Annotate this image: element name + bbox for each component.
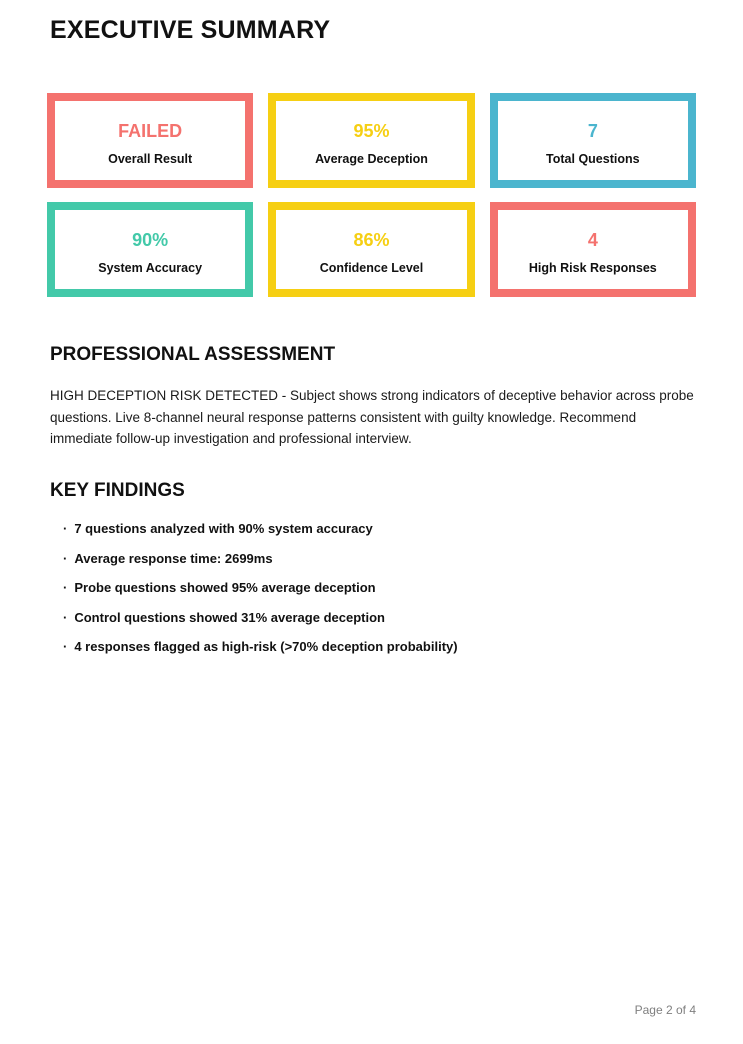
page-number: Page 2 of 4 [634, 1003, 696, 1017]
metric-label: High Risk Responses [528, 260, 657, 275]
bullet-icon: · [63, 639, 68, 654]
metric-value: 4 [587, 229, 598, 250]
metric-value: 86% [353, 229, 390, 250]
metric-value: 90% [132, 229, 169, 250]
finding-text: 7 questions analyzed with 90% system accuracy [74, 521, 373, 536]
finding-text: 4 responses flagged as high-risk (>70% deception probability) [74, 639, 458, 654]
metric-label: Overall Result [108, 151, 193, 166]
metric-value: 95% [353, 120, 390, 141]
key-findings-list [63, 522, 663, 670]
finding-text: Average response time: 2699ms [74, 550, 273, 566]
finding-text: Control questions showed 31% average deception [74, 609, 385, 625]
list-item [63, 611, 663, 624]
metric-label: System Accuracy [98, 260, 203, 275]
metric-card [47, 202, 253, 297]
professional-assessment-heading: PROFESSIONAL ASSESSMENT [50, 344, 336, 365]
metric-card [490, 202, 696, 297]
metric-label: Average Deception [315, 151, 428, 166]
key-findings-heading: KEY FINDINGS [50, 480, 185, 501]
metric-card [268, 93, 474, 188]
list-item [63, 552, 663, 565]
bullet-icon: · [63, 521, 68, 536]
metric-card [268, 202, 474, 297]
metric-card [47, 93, 253, 188]
metric-label: Confidence Level [319, 260, 424, 275]
bullet-icon: · [63, 609, 68, 625]
metric-value: 7 [587, 120, 598, 141]
metrics-grid [47, 93, 696, 297]
list-item [63, 640, 663, 653]
list-item [63, 581, 663, 594]
metric-label: Total Questions [546, 151, 640, 166]
metric-value: FAILED [118, 120, 183, 141]
professional-assessment-body: HIGH DECEPTION RISK DETECTED - Subject shows strong indicators of deceptive behavior across probe questions. Live 8-channel neural response patterns consistent with guilty knowledge. Recommend immediate follow-up investigation and professional interview. [50, 388, 694, 446]
bullet-icon: · [63, 580, 68, 595]
page-title: EXECUTIVE SUMMARY [50, 16, 331, 44]
finding-text: Probe questions showed 95% average deception [74, 580, 376, 595]
metric-card [490, 93, 696, 188]
bullet-icon: · [63, 550, 68, 566]
list-item [63, 522, 663, 535]
